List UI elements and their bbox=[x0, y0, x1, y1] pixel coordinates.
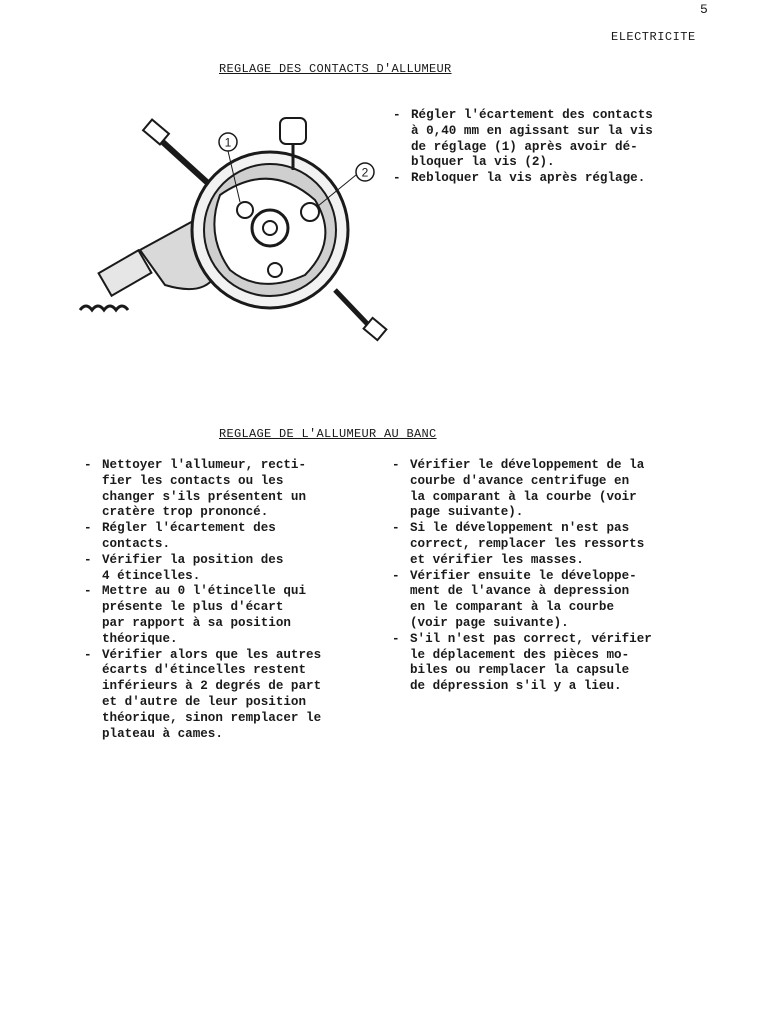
list-item: - Régler l'écartement des contacts à 0,40 mm en agissant sur la vis de réglage (1) après avoir dé- bloquer la vis (2). bbox=[393, 108, 653, 171]
bench-instructions-left bbox=[84, 458, 321, 742]
list-item: - Mettre au 0 l'étincelle qui présente le plus d'écart par rapport à sa position théorique. bbox=[84, 584, 321, 647]
list-item: - S'il n'est pas correct, vérifier le déplacement des pièces mo- biles ou remplacer la capsule de dépression s'il y a lieu. bbox=[392, 632, 652, 695]
list-item: - Vérifier alors que les autres écarts d'étincelles restent inférieurs à 2 degrés de part et d'autre de leur position théorique, sinon remplacer le plateau à cames. bbox=[84, 648, 321, 743]
adjust-screw-1 bbox=[237, 202, 253, 218]
list-item: - Nettoyer l'allumeur, recti- fier les contacts ou les changer s'ils présentent un cratère trop prononcé. bbox=[84, 458, 321, 521]
list-item: - Si le développement n'est pas correct, remplacer les ressorts et vérifier les masses. bbox=[392, 521, 652, 568]
lock-screw-2 bbox=[301, 203, 319, 221]
section-title-bench: REGLAGE DE L'ALLUMEUR AU BANC bbox=[219, 427, 437, 441]
callout-1-label: 1 bbox=[224, 135, 232, 150]
list-item: - Vérifier ensuite le développe- ment de l'avance à depression en le comparant à la courbe (voir page suivante). bbox=[392, 569, 652, 632]
callout-2-label: 2 bbox=[361, 165, 369, 180]
spring bbox=[80, 306, 128, 310]
section-label: ELECTRICITE bbox=[611, 30, 696, 44]
top-terminal bbox=[280, 118, 306, 144]
page-number: 5 bbox=[700, 2, 708, 17]
list-item: - Rebloquer la vis après réglage. bbox=[393, 171, 653, 187]
list-item: - Régler l'écartement des contacts. bbox=[84, 521, 321, 553]
contacts-instructions bbox=[393, 108, 653, 187]
list-item: - Vérifier la position des 4 étincelles. bbox=[84, 553, 321, 585]
section-title-contacts: REGLAGE DES CONTACTS D'ALLUMEUR bbox=[219, 62, 452, 76]
capsule-barrel bbox=[99, 250, 152, 296]
terminal-arm bbox=[155, 135, 210, 185]
list-item: - Vérifier le développement de la courbe d'avance centrifuge en la comparant à la courbe (voir page suivante). bbox=[392, 458, 652, 521]
bench-instructions-right bbox=[392, 458, 652, 695]
distributor-illustration bbox=[70, 100, 400, 345]
